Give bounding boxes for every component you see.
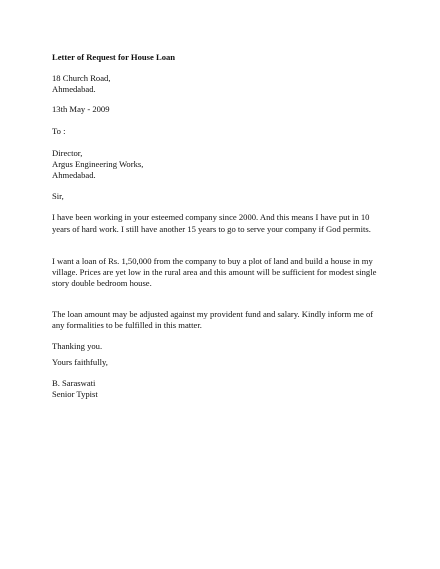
- to-label: To :: [52, 126, 66, 136]
- letter-date: 13th May - 2009: [52, 104, 110, 114]
- thanks-line: Thanking you.: [52, 341, 103, 351]
- paragraph-1-line-1: I have been working in your esteemed company since 2000. And this means I have put in 10: [52, 212, 370, 222]
- signature-name: B. Saraswati: [52, 378, 96, 388]
- paragraph-2-line-3: story double bedroom house.: [52, 278, 152, 288]
- paragraph-2-line-2: village. Prices are yet low in the rural area and this amount will be sufficient for modest single: [52, 267, 377, 277]
- paragraph-3-line-2: any formalities to be fulfilled in this matter.: [52, 320, 202, 330]
- letter-title: Letter of Request for House Loan: [52, 52, 176, 62]
- recipient-line-3: Ahmedabad.: [52, 170, 96, 180]
- salutation: Sir,: [52, 191, 64, 201]
- signature-title: Senior Typist: [52, 389, 98, 399]
- sender-address-line-2: Ahmedabad.: [52, 84, 96, 94]
- paragraph-2-line-1: I want a loan of Rs. 1,50,000 from the company to buy a plot of land and build a house in my: [52, 256, 373, 266]
- recipient-line-1: Director,: [52, 148, 83, 158]
- recipient-line-2: Argus Engineering Works,: [52, 159, 144, 169]
- sender-address-line-1: 18 Church Road,: [52, 73, 111, 83]
- paragraph-3-line-1: The loan amount may be adjusted against my provident fund and salary. Kindly inform me of: [52, 309, 374, 319]
- closing-line: Yours faithfully,: [52, 357, 108, 367]
- paragraph-1-line-2: years of hard work. I still have another 15 years to go to serve your company if God permits.: [52, 224, 371, 234]
